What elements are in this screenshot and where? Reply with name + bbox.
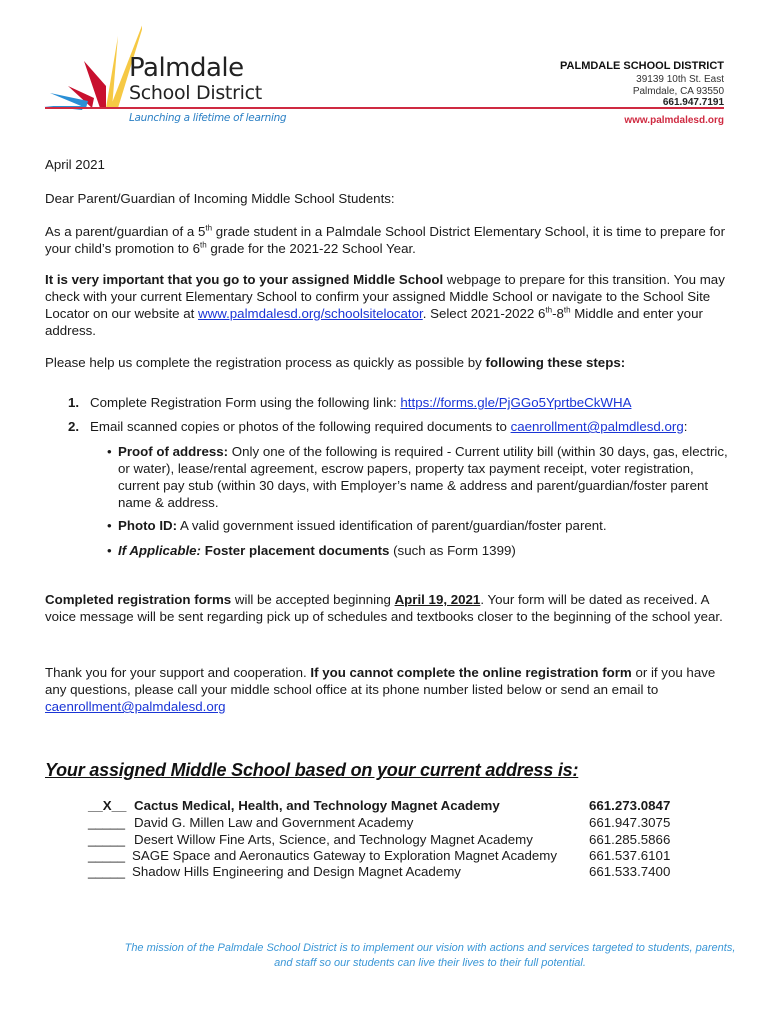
letterhead-divider [45,107,724,109]
start-date: April 19, 2021 [394,592,481,607]
address-line-1: 39139 10th St. East [636,74,724,85]
bullet-icon: • [107,543,112,558]
completed-forms-paragraph: Completed registration forms will be accepted beginning April 19, 2021. Your form will be dated as received. A voice message will be sent regarding pick up of schedules and textbooks closer to the beginning of the school year. [45,592,723,624]
school-phone: 661.285.5866 [589,832,671,847]
school-phone: 661.533.7400 [589,864,671,879]
logo-name-line2: School District [129,82,262,104]
district-website-link[interactable]: www.palmdalesd.org [624,115,724,126]
school-row [88,815,688,831]
steps-intro: Please help us complete the registration process as quickly as possible by following these steps: [45,355,626,370]
school-phone: 661.947.3075 [589,815,671,830]
bullet-icon: • [107,518,112,533]
open-book-rays-icon [42,8,142,113]
thanks-paragraph: Thank you for your support and cooperation. If you cannot complete the online registration form or if you have any questions, please call your middle school office at its phone number listed below or send an email to caenrollment@palmdalesd.org [45,665,716,714]
school-row [88,832,688,848]
selection-mark: __X__ [88,798,127,813]
school-name: Desert Willow Fine Arts, Science, and Technology Magnet Academy [134,832,533,847]
address-line-2: Palmdale, CA 93550 [632,86,724,97]
logo-name-line1: Palmdale [129,53,244,83]
bullet-icon: • [107,444,112,459]
document-photo-id: • Photo ID: A valid government issued identification of parent/guardian/foster parent. [107,518,607,533]
school-name: David G. Millen Law and Government Academy [134,815,414,830]
mission-statement: The mission of the Palmdale School District is to implement our vision with actions and services targeted to students, parents, and staff so our students can live their lives to their full potential. [124,942,736,969]
school-name: Shadow Hills Engineering and Design Magnet Academy [132,864,461,879]
school-name: Cactus Medical, Health, and Technology Magnet Academy [134,798,500,813]
intro-paragraph: As a parent/guardian of a 5th grade student in a Palmdale School District Elementary School, it is time to prepare for your child’s promotion to 6th grade for the 2021-22 School Year. [45,223,726,256]
selection-mark: _____ [88,848,125,863]
school-row [88,848,688,864]
school-row [88,864,688,880]
step-2: 2. Email scanned copies or photos of the following required documents to caenrollment@palmdlesd.org: [68,419,688,434]
letter-date: April 2021 [45,157,105,172]
important-paragraph: It is very important that you go to your assigned Middle School webpage to prepare for this transition. You may check with your current Elementary School to confirm your assigned Middle School or navigate to the School Site Locator on our website at www.palmdalesd.org/schoolsitelocator. Select 2021-2022 6th-8th Middle and enter your address. [45,272,725,338]
contact-email-link[interactable]: caenrollment@palmdalesd.org [45,699,226,714]
registration-form-link[interactable]: https://forms.gle/PjGGo5YprtbeCkWHA [400,395,632,410]
selection-mark: _____ [88,832,125,847]
document-proof-of-address: • Proof of address: Only one of the following is required - Current utility bill (within 30 days, gas, electric, or water), lease/rental agreement, escrow papers, property tax payment receipt, voter registration, current pay stub (within 30 days, with Employer’s name & address and parent/guardian/foster parent name & address. [107,444,728,510]
enrollment-email-link[interactable]: caenrollment@palmdlesd.org [510,419,684,434]
school-site-locator-link[interactable]: www.palmdalesd.org/schoolsitelocator [198,306,423,321]
school-phone: 661.537.6101 [589,848,671,863]
step-1: 1. Complete Registration Form using the following link: https://forms.gle/PjGGo5YprtbeCkWHA [68,395,632,410]
district-phone: 661.947.7191 [662,97,724,108]
document-foster-placement: • If Applicable: Foster placement documents (such as Form 1399) [107,543,516,558]
school-name: SAGE Space and Aeronautics Gateway to Exploration Magnet Academy [132,848,558,863]
selection-mark: _____ [88,815,125,830]
salutation: Dear Parent/Guardian of Incoming Middle School Students: [45,191,395,206]
selection-mark: _____ [88,864,125,879]
logo-tagline: Launching a lifetime of learning [129,112,287,124]
school-row-selected [88,798,688,814]
district-name: PALMDALE SCHOOL DISTRICT [560,60,724,72]
school-phone: 661.273.0847 [589,798,671,813]
assignment-heading: Your assigned Middle School based on your current address is: [45,760,579,780]
